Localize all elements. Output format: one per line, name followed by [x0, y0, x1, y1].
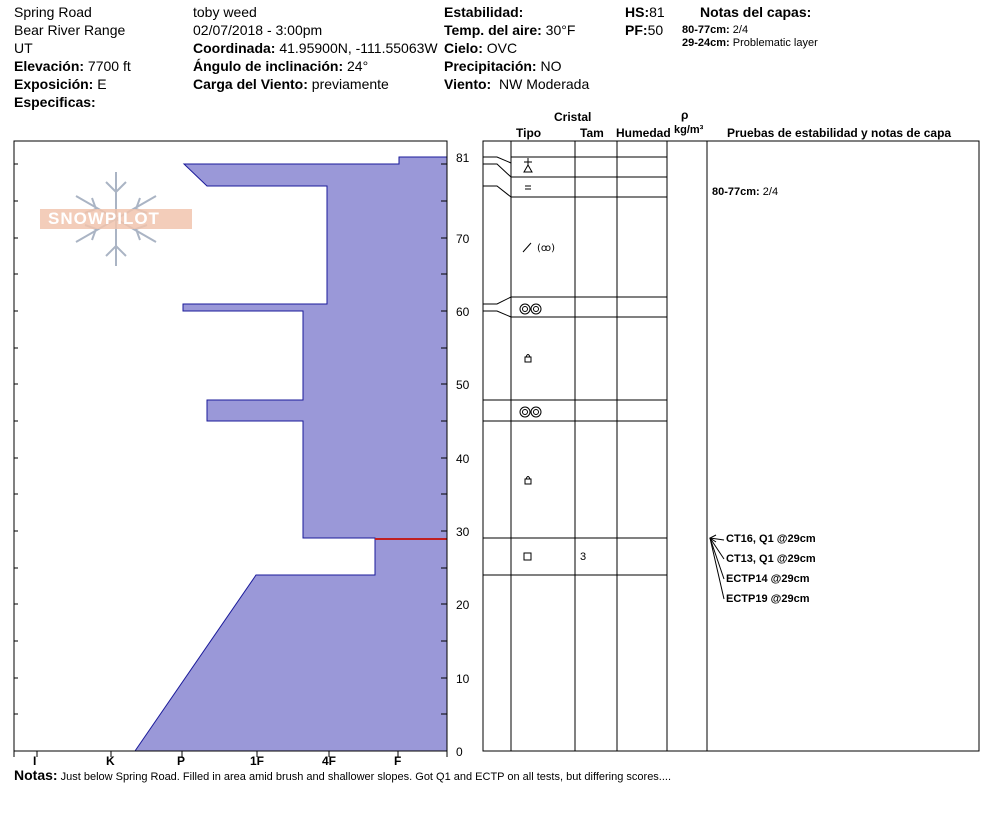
depth-label-20: 20	[456, 598, 470, 612]
aspect-value: E	[97, 76, 107, 92]
notes-text: Just below Spring Road. Filled in area amid brush and shallower slopes. Got Q1 and ECTP on all tests, but differing scores....	[60, 771, 672, 783]
hardness-label-f: F	[394, 754, 402, 768]
observer: toby weed	[193, 4, 257, 20]
depth-label-30: 30	[456, 525, 470, 539]
location: Spring Road	[14, 4, 92, 20]
hardness-label-p: P	[177, 754, 186, 768]
size-header: Tam	[580, 126, 604, 140]
mountain-range: Bear River Range	[14, 22, 126, 38]
decomposing-symbol	[523, 243, 531, 252]
depth-label-70: 70	[456, 232, 470, 246]
hardness-label-1f: 1F	[250, 754, 265, 768]
depth-label-10: 10	[456, 672, 470, 686]
layer-note-right-depth: 80-77cm:	[712, 186, 760, 198]
moisture-header: Humedad	[616, 126, 671, 140]
test-result-3: ECTP14 @29cm	[726, 573, 810, 585]
wind-value: NW Moderada	[498, 76, 590, 92]
notes-row	[14, 767, 671, 783]
coordinate-label: Coordinada:	[193, 40, 276, 56]
crystal-size-value: 3	[580, 551, 587, 563]
pf-label: PF:	[625, 22, 648, 38]
air-temp-label: Temp. del aire:	[444, 22, 542, 38]
specifics-label: Especificas:	[14, 94, 96, 110]
tests-header: Pruebas de estabilidad y notas de capa	[727, 126, 952, 140]
faceted-symbol-top	[524, 158, 532, 172]
hs-label: HS:	[625, 4, 650, 20]
depth-label-50: 50	[456, 378, 470, 392]
decomposing-symbol-secondary: (ꝏ)	[537, 243, 555, 254]
elevation-label: Elevación:	[14, 58, 85, 74]
sky-label: Cielo:	[444, 40, 483, 56]
left-depth-ticks	[14, 164, 18, 751]
sky-value: OVC	[486, 40, 518, 56]
test-arrows	[710, 535, 724, 599]
melt-cluster-symbol-1	[520, 304, 541, 314]
melt-cluster-symbol-2	[520, 407, 541, 417]
depth-label-60: 60	[456, 305, 470, 319]
layer-note-right	[712, 186, 778, 198]
coordinate-value: 41.95900N, -111.55063W	[279, 40, 438, 56]
rounded-symbol	[525, 186, 531, 189]
hardness-label-i: I	[33, 754, 37, 768]
hardness-label-k: K	[106, 754, 115, 768]
elevation-value: 7700 ft	[87, 58, 131, 74]
test-result-4: ECTP19 @29cm	[726, 593, 810, 605]
layer-note-2-text: Problematic layer	[732, 37, 818, 49]
hs-value: 81	[649, 4, 665, 20]
mixed-form-symbol-1	[525, 355, 531, 363]
snowpilot-logo-text: SNOWPILOT	[48, 209, 160, 228]
layer-note-1-depth: 80-77cm:	[682, 24, 730, 36]
test-result-1: CT16, Q1 @29cm	[726, 533, 816, 545]
datetime: 02/07/2018 - 3:00pm	[193, 22, 323, 38]
precip-value: NO	[540, 58, 562, 74]
type-header: Tipo	[516, 126, 542, 140]
depth-label-0: 0	[456, 745, 463, 759]
depth-label-40: 40	[456, 452, 470, 466]
crystal-symbols	[520, 158, 541, 560]
layer-note-right-text: 2/4	[762, 186, 779, 198]
wind-load-label: Carga del Viento:	[193, 76, 308, 92]
tests-column-frame	[707, 141, 979, 751]
aspect-label: Exposición:	[14, 76, 94, 92]
layer-note-1-text: 2/4	[732, 24, 749, 36]
layer-notes-label: Notas del capas:	[700, 4, 812, 20]
wind-load-value: previamente	[311, 76, 389, 92]
rho-header: ρ	[681, 108, 689, 122]
hardness-label-4f: 4F	[322, 754, 337, 768]
notes-label: Notas:	[14, 767, 58, 783]
layer-note-2-depth: 29-24cm:	[682, 37, 730, 49]
stability-label: Estabilidad:	[444, 4, 524, 20]
crystal-table-columns	[511, 141, 667, 751]
mixed-form-symbol-2	[525, 477, 531, 485]
hardness-ticks	[14, 751, 447, 757]
crystal-header: Cristal	[554, 110, 592, 124]
wind-label: Viento:	[444, 76, 492, 92]
faceted-square-symbol	[524, 553, 531, 560]
air-temp-value: 30°F	[545, 22, 576, 38]
precip-label: Precipitación:	[444, 58, 537, 74]
crystal-table-frame	[483, 141, 707, 751]
slope-value: 24°	[347, 58, 369, 74]
hardness-profile	[135, 157, 447, 751]
pf-value: 50	[647, 22, 664, 38]
density-unit-header: kg/m³	[674, 124, 704, 136]
slope-label: Ángulo de inclinación:	[193, 58, 344, 74]
depth-label-81: 81	[456, 151, 470, 165]
state: UT	[14, 40, 33, 56]
test-result-2: CT13, Q1 @29cm	[726, 553, 816, 565]
